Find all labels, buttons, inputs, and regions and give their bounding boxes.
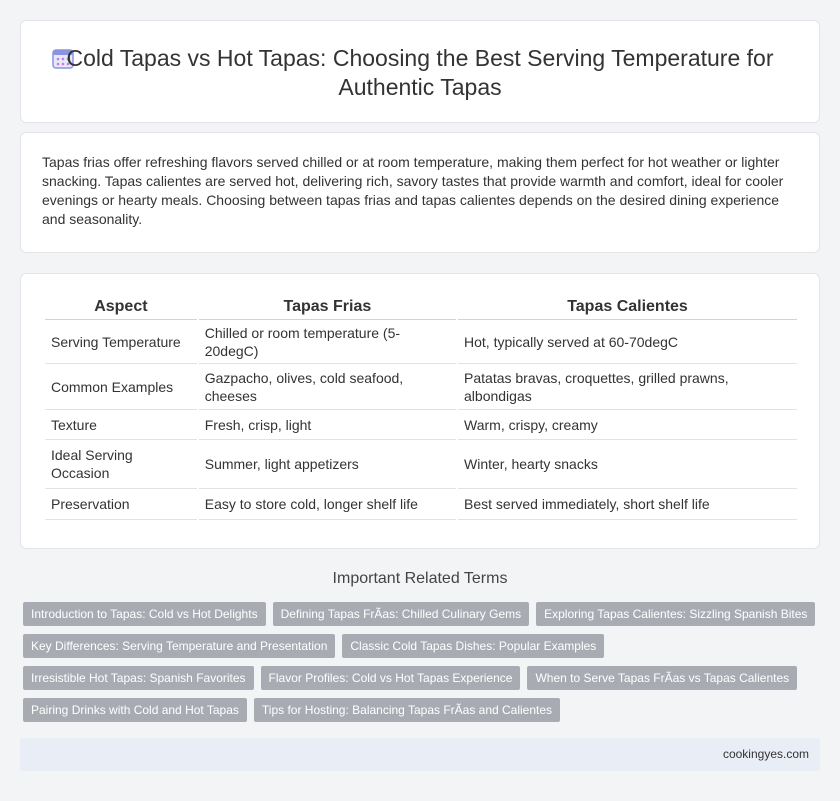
comparison-table: [43, 294, 799, 520]
header-aspect: Aspect: [45, 294, 197, 320]
table-row: [45, 489, 797, 520]
table-row: [45, 364, 797, 410]
header-card: [20, 20, 820, 123]
related-term-tag[interactable]: Defining Tapas FrÃas: Chilled Culinary Gems: [273, 602, 530, 626]
related-term-tag[interactable]: Flavor Profiles: Cold vs Hot Tapas Experience: [261, 666, 521, 690]
related-term-tag[interactable]: Irresistible Hot Tapas: Spanish Favorites: [23, 666, 254, 690]
table-cell: Serving Temperature: [45, 320, 197, 364]
table-row: [45, 440, 797, 489]
table-cell: Winter, hearty snacks: [458, 440, 797, 489]
table-cell: Common Examples: [45, 364, 197, 410]
related-term-tag[interactable]: Pairing Drinks with Cold and Hot Tapas: [23, 698, 247, 722]
footer: [20, 738, 820, 771]
comparison-card: [20, 273, 820, 549]
related-term-tag[interactable]: Tips for Hosting: Balancing Tapas FrÃas and Calientes: [254, 698, 560, 722]
table-row: [45, 410, 797, 440]
related-term-tag[interactable]: Classic Cold Tapas Dishes: Popular Examples: [342, 634, 604, 658]
table-cell: Chilled or room temperature (5-20degC): [199, 320, 456, 364]
footer-site-link[interactable]: cookingyes.com: [722, 747, 809, 761]
table-cell: Summer, light appetizers: [199, 440, 456, 489]
header-tapas-calientes: Tapas Calientes: [458, 294, 797, 320]
table-cell: Texture: [45, 410, 197, 440]
intro-card: [20, 132, 820, 253]
table-cell: Easy to store cold, longer shelf life: [199, 489, 456, 520]
intro-paragraph: Tapas frias offer refreshing flavors served chilled or at room temperature, making them perfect for hot weather or lighter snacking. Tapas calientes are served hot, delivering rich, savory tastes that provide warmth and comfort, ideal for cooler evenings or hearty meals. Choosing between tapas frias and tapas calientes depends on the desired dining experience and seasonality.: [42, 154, 784, 227]
page-title: Cold Tapas vs Hot Tapas: Choosing the Best Serving Temperature for Authentic Tapas: [66, 45, 774, 100]
table-cell: Ideal Serving Occasion: [45, 440, 197, 489]
table-cell: Patatas bravas, croquettes, grilled prawns, albondigas: [458, 364, 797, 410]
related-terms-list: [23, 602, 823, 730]
header-tapas-frias: Tapas Frias: [199, 294, 456, 320]
table-cell: Preservation: [45, 489, 197, 520]
table-cell: Best served immediately, short shelf life: [458, 489, 797, 520]
table-header-row: [45, 294, 797, 320]
table-cell: Hot, typically served at 60-70degC: [458, 320, 797, 364]
table-cell: Fresh, crisp, light: [199, 410, 456, 440]
related-term-tag[interactable]: Key Differences: Serving Temperature and Presentation: [23, 634, 335, 658]
table-cell: Gazpacho, olives, cold seafood, cheeses: [199, 364, 456, 410]
related-term-tag[interactable]: Exploring Tapas Calientes: Sizzling Spanish Bites: [536, 602, 815, 626]
related-terms-heading: Important Related Terms: [332, 570, 508, 587]
table-row: [45, 320, 797, 364]
table-cell: Warm, crispy, creamy: [458, 410, 797, 440]
related-term-tag[interactable]: When to Serve Tapas FrÃas vs Tapas Calientes: [527, 666, 797, 690]
related-term-tag[interactable]: Introduction to Tapas: Cold vs Hot Delights: [23, 602, 266, 626]
